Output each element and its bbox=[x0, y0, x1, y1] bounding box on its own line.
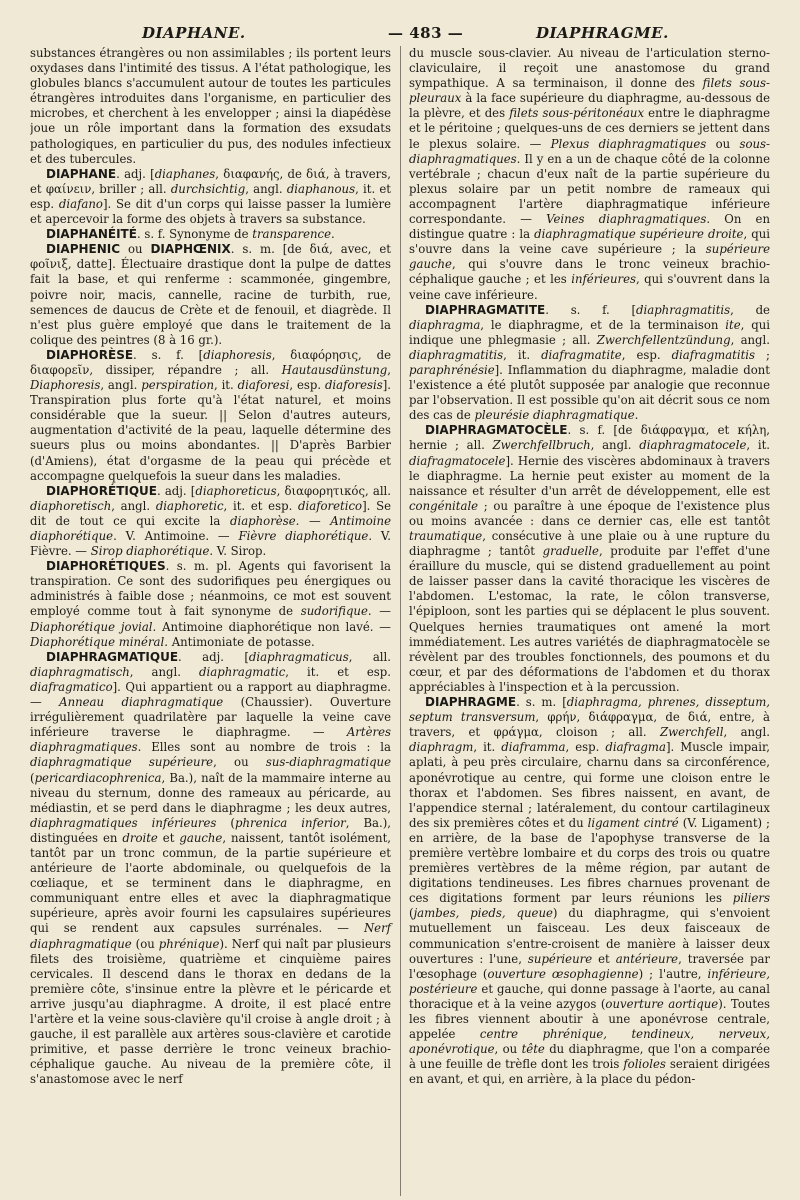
entry-text: du diaphragme, que l'on a comparée à une feuille de trèfle dont les trois bbox=[409, 1042, 770, 1072]
italic-term: diaphoretic bbox=[155, 498, 224, 513]
italic-term: transparence bbox=[252, 227, 331, 242]
italic-term: durchsichtig bbox=[170, 181, 246, 196]
entry-headword: DIAPHŒNIX bbox=[150, 242, 231, 257]
italic-term: supérieure gauche bbox=[409, 242, 770, 272]
entry-headword: DIAPHRAGMATITE bbox=[425, 302, 546, 317]
entry-text: . s. m. [de διά, avec, et φοῖνιξ, datte]. Électuaire drastique dont la pulpe de dattes fait la base, et qui renferme : scammonée, gingembre, poivre noir, macis, cannelle, racine de turbith, rue, semences de daucus de Crète et de fenouil, et diagrède. Il n'est plus guère employé que dans le traitement de la colique des peintres (8 à 16 gr.). bbox=[30, 242, 391, 347]
italic-term: folioles bbox=[623, 1057, 666, 1072]
italic-term: diaphorèse bbox=[229, 513, 296, 528]
italic-term: diaphanes bbox=[154, 166, 216, 181]
italic-term: diaphoresis bbox=[203, 347, 272, 362]
italic-term: diaphragmatitis bbox=[409, 347, 504, 362]
italic-term: supérieure bbox=[527, 951, 593, 966]
entry-text: , Ba.), naît de la mammaire interne au niveau du sternum, donne des rameaux au péricarde, au médiastin, et se perd dans le diaphragme ; les deux autres, bbox=[30, 770, 391, 815]
entry-headword: DIAPHANÉITÉ bbox=[46, 227, 137, 242]
italic-term: traumatique bbox=[409, 529, 483, 543]
italic-term: sus-diaphragmatique bbox=[265, 755, 391, 770]
entry-text: , angl. bbox=[100, 378, 142, 393]
entry-text: , angl. bbox=[111, 498, 156, 513]
dictionary-entry bbox=[30, 650, 391, 1088]
entry-text: ou bbox=[120, 242, 151, 257]
italic-term: diafragmatico bbox=[30, 679, 113, 694]
italic-term: diafragmatitis bbox=[671, 347, 756, 362]
entry-text: ( bbox=[409, 906, 414, 921]
italic-term: diafano bbox=[58, 196, 103, 211]
entry-text: , angl. bbox=[129, 664, 200, 679]
entry-headword: DIAPHRAGMATOCÈLE bbox=[425, 423, 568, 438]
entry-text: , consécutive à une plaie ou à une rupture du diaphragme ; tantôt bbox=[409, 529, 770, 559]
entry-headword: DIAPHRAGME bbox=[425, 695, 517, 710]
italic-term: pleurésie diaphragmatique bbox=[474, 408, 635, 423]
italic-term: sudorifique bbox=[300, 604, 368, 619]
entry-text: , esp. bbox=[565, 740, 606, 755]
italic-term: diaphragmatique supérieure bbox=[30, 755, 214, 770]
entry-text: , διαφανής, de διά, à travers, et φαίνειν, briller ; all. bbox=[30, 166, 391, 196]
italic-term: diaphragmatitis bbox=[636, 302, 731, 317]
entry-text: substances étrangères ou non assimilables ; ils portent leurs oxydases dans l'intimité des tissus. A l'état pathologique, les globules blancs s'accumulent autour de toutes les particules étrangères introduites dans l'organisme, en particulier des microbes, et cherchent à les envelopper ; ainsi la diapédèse joue un rôle important dans la formation des exsudats pathologiques, en particulier du pus, des nodules infectieux et des tubercules. bbox=[30, 46, 391, 166]
entry-text: . s. m. pl. Agents qui favorisent la transpiration. Ce sont des sudorifiques peu énergiques ou administrés à faible dose ; néanmoins, ce mot est souvent employé comme tout à fait synonyme de bbox=[30, 559, 391, 619]
entry-text: , esp. bbox=[289, 378, 325, 393]
italic-term: Anneau diaphragmatique bbox=[59, 695, 224, 710]
entry-text: . s. f. Synonyme de bbox=[136, 227, 253, 242]
dictionary-entry bbox=[409, 423, 770, 695]
italic-term: diaphragmatic bbox=[199, 664, 286, 679]
entry-text: ). Nerf qui naît par plusieurs filets des troisième, quatrième et cinquième paires cervicales. Il descend dans le thorax en dedans de la première côte, s'insinue entre la plèvre et le péricarde et arrive jusqu'au diaphragme. A droite, il est placé entre l'artère et la veine sous-clavière qu'il croise à angle droit ; à gauche, il est parallèle aux artères sous-clavière et carotide primitive, et passe derrière le tronc veineux brachio-céphalique gauche. Au niveau de la première côte, il s'anastomose avec le nerf bbox=[30, 936, 391, 1087]
entry-text: seraient dirigées en avant, et qui, en arrière, à la place du pédon- bbox=[409, 1057, 770, 1087]
dictionary-entry bbox=[30, 242, 391, 348]
italic-term: Zwerchfellentzündung bbox=[596, 332, 731, 347]
entry-text: , all. bbox=[348, 649, 392, 664]
italic-term: diaforesi bbox=[237, 378, 290, 393]
entry-text: ]. Inflammation du diaphragme, maladie dont l'existence a été plutôt supposée par analogie que reconnue par l'observation. Il est possible qu'on ait décrit sous ce nom des cas de bbox=[409, 362, 770, 423]
entry-text: . adj. [ bbox=[156, 483, 196, 498]
entry-text: ]. Se dit de tout ce qui excite la bbox=[30, 498, 391, 528]
dictionary-entry bbox=[409, 695, 770, 1087]
italic-term: Artères diaphragmatiques bbox=[30, 725, 391, 755]
italic-term: phrénique bbox=[158, 936, 220, 951]
italic-term: diaforesis bbox=[324, 378, 383, 393]
italic-term: centre phrénique, tendineux, nerveux, aponévrotique bbox=[409, 1027, 770, 1057]
italic-term: ouverture aortique bbox=[605, 996, 719, 1011]
italic-term: perspiration bbox=[141, 378, 214, 393]
running-head-right: DIAPHRAGME. bbox=[536, 24, 669, 42]
entry-text: (V. Ligament) ; en arrière, de la base de l'apophyse transverse de la première vertèbre lombaire et du corps des trois ou quatre premières vertèbres de la même région, par autant de digitations tendineuses. Les fibres charnues provenant de ces digitations forment par leurs réunions les bbox=[409, 815, 770, 906]
entry-text: , naissent, tantôt isolément, tantôt par un tronc commun, de la partie supérieure et antérieure de l'aorte abdominale, ou quelquefois de la cœliaque, et se terminent dans le diaphragme, en communiquant entre elles et avec la diaphragmatique supérieure, après avoir fourni les capsulaires supérieures qui se rendent aux capsules surrénales. — bbox=[30, 830, 391, 936]
italic-term: diafragmatite bbox=[541, 347, 622, 362]
entry-text: (ou bbox=[131, 936, 159, 951]
entry-text: , it. bbox=[214, 378, 238, 393]
italic-term: Antimoine diaphorétique bbox=[30, 513, 391, 543]
italic-term: diaphragmatiques inférieures bbox=[30, 815, 217, 830]
entry-text: , it. et esp. bbox=[223, 498, 298, 513]
italic-term: Zwerchfellbruch bbox=[492, 438, 591, 453]
italic-term: tête bbox=[521, 1042, 545, 1057]
entry-text: ]. Muscle impair, aplati, à peu près circulaire, charnu dans sa circonférence, aponévrotique au centre, qui forme une cloison entre le thorax et l'abdomen. Ses fibres naissent, en avant, de l'appendice sternal ; latéralement, du contour cartilagineux des six premières côtes et du bbox=[409, 740, 770, 830]
italic-term: inférieures bbox=[571, 272, 636, 287]
italic-term: antérieure bbox=[615, 951, 679, 966]
entry-text: , διαφορητικός, all. bbox=[276, 483, 392, 498]
italic-term: filets sous-péritonéaux bbox=[509, 106, 645, 121]
left-column bbox=[30, 46, 391, 1196]
entry-text: ]. Se dit d'un corps qui laisse passer la lumière et apercevoir la forme des objets à travers sa substance. bbox=[30, 196, 391, 227]
entry-text: , angl. bbox=[590, 438, 640, 453]
entry-text: , bbox=[387, 362, 391, 377]
entry-text: , angl. bbox=[245, 181, 287, 196]
italic-term: Sirop diaphorétique bbox=[90, 544, 210, 559]
dictionary-entry bbox=[30, 167, 391, 227]
entry-text: . s. f. [ bbox=[133, 347, 204, 362]
entry-text: . V. Sirop. bbox=[209, 544, 267, 559]
entry-text: , it. bbox=[746, 438, 770, 453]
italic-term: filets sous-pleuraux bbox=[409, 76, 770, 106]
entry-text: . On en distingue quatre : la bbox=[409, 212, 770, 242]
entry-text: . Elles sont au nombre de trois : la bbox=[137, 740, 391, 755]
entry-text: ( bbox=[216, 815, 235, 830]
italic-term: diaphragmaticus bbox=[248, 649, 349, 664]
entry-text: , esp. bbox=[621, 347, 672, 362]
entry-text: . adj. [ bbox=[178, 649, 249, 664]
entry-text: ou bbox=[706, 136, 740, 151]
entry-text: . s. f. [de διάφραγμα, et κήλη, hernie ; all. bbox=[409, 423, 770, 453]
entry-text: . V. Fièvre. — bbox=[30, 529, 391, 559]
entry-text: et bbox=[592, 951, 616, 966]
entry-text: . — bbox=[295, 513, 331, 528]
entry-headword: DIAPHORÉTIQUE bbox=[46, 483, 157, 498]
entry-text: . bbox=[331, 227, 335, 242]
entry-text: et gauche, qui donne passage à l'aorte, au canal thoracique et à la veine azygos ( bbox=[409, 981, 770, 1011]
italic-term: Zwerchfell bbox=[660, 725, 724, 740]
entry-text: , it. bbox=[473, 740, 502, 755]
entry-text: . Antimoine diaphorétique non lavé. — bbox=[152, 619, 391, 634]
italic-term: Diaphoresis bbox=[30, 378, 101, 393]
running-head-left: DIAPHANE. bbox=[142, 24, 246, 42]
italic-term: Diaphorétique jovial bbox=[30, 619, 153, 634]
entry-continuation bbox=[30, 46, 391, 167]
entry-text: du muscle sous-clavier. Au niveau de l'articulation sterno-claviculaire, il reçoit une anastomose du grand sympathique. A sa terminaison, il donne des bbox=[409, 46, 770, 91]
entry-text: , it. et esp. bbox=[285, 664, 391, 679]
italic-term: ite bbox=[725, 317, 741, 332]
italic-term: pericardiacophrenica bbox=[34, 770, 162, 785]
entry-text: , qui indique une phlegmasie ; all. bbox=[409, 317, 770, 347]
entry-text: ; bbox=[755, 347, 770, 362]
dictionary-entry bbox=[30, 348, 391, 484]
entry-headword: DIAPHENIC bbox=[46, 242, 121, 257]
italic-term: paraphrénésie bbox=[409, 362, 495, 377]
entry-text: , Ba.), distinguées en bbox=[30, 815, 391, 845]
italic-term: diaphoretisch bbox=[30, 498, 112, 513]
italic-term: Nerf diaphragmatique bbox=[30, 921, 391, 951]
entry-text: . bbox=[634, 408, 639, 423]
italic-term: diaphragmatisch bbox=[30, 664, 130, 679]
dictionary-entry bbox=[30, 559, 391, 650]
italic-term: diaphragma bbox=[409, 317, 481, 332]
right-column bbox=[409, 46, 770, 1196]
entry-text: ]. Transpiration plus forte qu'à l'état naturel, et moins considérable que la sueur. || Selon d'autres auteurs, augmentation d'activité de la peau, laquelle détermine des sueurs plus ou moins abondantes. || D'après Barbier (d'Amiens), état d'orgasme de la peau qui précède et accompagne quelquefois la sueur dans les maladies. bbox=[30, 378, 392, 483]
dictionary-entry bbox=[30, 484, 391, 559]
entry-text: . s. f. [ bbox=[545, 302, 636, 317]
italic-term: phrenica inferior bbox=[234, 815, 346, 830]
italic-term: graduelle bbox=[542, 544, 599, 559]
entry-text: , angl. bbox=[723, 725, 770, 740]
entry-text: , le diaphragme, et de la terminaison bbox=[480, 317, 726, 332]
entry-text: (Chaussier). Ouverture irrégulièrement quadrilatère par laquelle la veine cave inférieure traverse le diaphragme. — bbox=[30, 695, 392, 740]
italic-term: ouverture œsophagienne bbox=[487, 966, 639, 981]
entry-text: , qui s'ouvre dans le tronc veineux brachio-céphalique gauche ; et les bbox=[409, 257, 770, 287]
entry-text: ( bbox=[30, 770, 35, 785]
italic-term: sous-diaphragmatiques bbox=[409, 136, 770, 166]
page-number: — 483 — bbox=[388, 24, 464, 42]
entry-text: . — bbox=[367, 604, 391, 619]
entry-text: . V. Antimoine. — bbox=[113, 529, 239, 543]
entry-text: . s. m. [ bbox=[516, 695, 567, 710]
entry-headword: DIAPHORÈSE bbox=[46, 347, 134, 362]
entry-text: , φρήν, διάφραγμα, de διά, entre, à travers, et φράγμα, cloison ; all. bbox=[409, 710, 770, 740]
entry-text: ) du diaphragme, qui s'envoient mutuellement un faisceau. Les deux faisceaux de communication s'entre-croisent de manière à laisser deux ouvertures : l'une, bbox=[409, 906, 770, 966]
entry-text: ]. Hernie des viscères abdominaux à travers le diaphragme. La hernie peut exister au moment de la naissance et résulter d'un arrêt de développement, elle est bbox=[409, 453, 770, 498]
running-head bbox=[30, 16, 770, 46]
dictionary-entry bbox=[409, 303, 770, 424]
italic-term: piliers bbox=[732, 891, 770, 906]
entry-text: , ou bbox=[213, 755, 266, 770]
italic-term: diaframma bbox=[501, 740, 566, 755]
italic-term: diafragmatocele bbox=[409, 453, 506, 468]
entry-text: , διαφόρησις, de διαφορεῖν, dissiper, répandre ; all. bbox=[30, 347, 391, 377]
italic-term: congénitale bbox=[409, 498, 479, 513]
italic-term: diaphoreticus bbox=[195, 483, 277, 498]
italic-term: ligament cintré bbox=[587, 815, 679, 830]
italic-term: Plexus diaphragmatiques bbox=[550, 136, 707, 151]
entry-headword: DIAPHANE bbox=[46, 166, 117, 181]
entry-text: entre le diaphragme et le péritoine ; quelques-uns de ces derniers se jettent dans le plexus solaire. — bbox=[409, 106, 770, 151]
entry-text: , de bbox=[730, 302, 770, 317]
italic-term: diaforetico bbox=[298, 498, 363, 513]
italic-term: Veines diaphragmatiques bbox=[546, 212, 707, 227]
italic-term: Fièvre diaphorétique bbox=[238, 529, 369, 543]
italic-term: diaphanous bbox=[286, 181, 356, 196]
italic-term: Diaphorétique minéral bbox=[30, 634, 165, 649]
italic-term: diaphragmatocele bbox=[639, 438, 747, 453]
entry-text: , it. et esp. bbox=[30, 181, 391, 211]
entry-text: . Il y en a un de chaque côté de la colonne vertébrale ; chacun d'eux naît de la partie supérieure du plexus solaire par un petit nombre de rameaux qui accompagnent l'artère diaphragmatique inférieure correspondante. — bbox=[409, 151, 770, 227]
italic-term: Hautausdünstung bbox=[281, 362, 388, 377]
italic-term: diaphragm bbox=[409, 740, 474, 755]
italic-term: gauche bbox=[179, 830, 223, 845]
entry-text: ]. Qui appartient ou a rapport au diaphragme. — bbox=[30, 679, 391, 710]
entry-headword: DIAPHORÉTIQUES bbox=[46, 559, 166, 574]
italic-term: inférieure, postérieure bbox=[409, 966, 770, 996]
italic-term: diaphragma, phrenes, disseptum, septum transversum bbox=[409, 695, 770, 725]
italic-term: droite bbox=[122, 830, 158, 845]
entry-text: , ou bbox=[494, 1042, 522, 1057]
entry-text: . adj. [ bbox=[116, 166, 155, 181]
italic-term: jambes, pieds, queue bbox=[413, 906, 553, 921]
entry-text: à la face supérieure du diaphragme, au-dessous de la plèvre, et des bbox=[409, 91, 770, 121]
entry-headword: DIAPHRAGMATIQUE bbox=[46, 649, 179, 664]
entry-text: , qui s'ouvre dans la veine cave supérieure ; la bbox=[409, 227, 770, 257]
entry-text: , produite par l'effet d'une éraillure du muscle, qui se distend graduellement au point de laisser passer dans la cavité thoracique les viscères de l'abdomen. L'estomac, la rate, le côlon transverse, l'épiploon, sont les parties qui se déplacent le plus souvent. Quelques hernies traumatiques ont amené la mort immédiatement. Les autres variétés de diaphragmatocèle se révèlent par des troubles fonctionnels, des poumons et du cœur, et par des déformations de l'abdomen et du thorax appréciables à l'inspection et à la percussion. bbox=[409, 544, 770, 694]
entry-text: ). Toutes les fibres viennent aboutir à une aponévrose centrale, appelée bbox=[409, 996, 770, 1042]
entry-text: , traversée par l'œsophage ( bbox=[409, 951, 770, 981]
text-columns bbox=[30, 46, 770, 1196]
entry-text: , it. bbox=[503, 347, 542, 362]
italic-term: diafragma bbox=[605, 740, 666, 755]
entry-text: , qui s'ouvrent dans la veine cave inférieure. bbox=[409, 272, 770, 302]
dictionary-entry bbox=[30, 227, 391, 242]
entry-continuation bbox=[409, 46, 770, 303]
italic-term: diaphragmatique supérieure droite bbox=[534, 227, 744, 242]
entry-text: ) ; l'autre, bbox=[638, 966, 708, 981]
entry-text: ; ou paraître à une époque de l'existence plus ou moins avancée : dans ce dernier cas, elle est tantôt bbox=[409, 498, 770, 528]
entry-text: , angl. bbox=[730, 332, 770, 347]
entry-text: . Antimoniate de potasse. bbox=[164, 634, 315, 649]
entry-text: et bbox=[157, 830, 180, 845]
